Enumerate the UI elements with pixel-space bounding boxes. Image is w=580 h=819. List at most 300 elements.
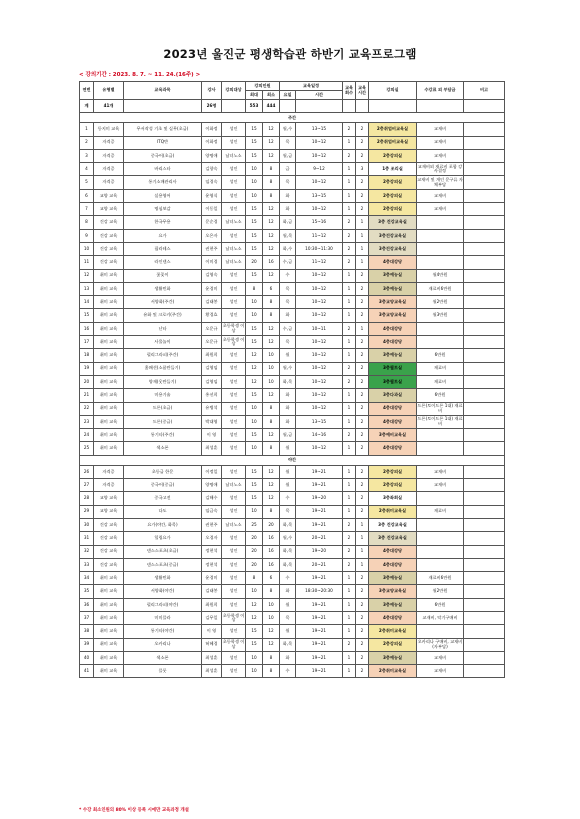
- cell-min: 12: [263, 123, 280, 136]
- cell-target: 성인: [222, 415, 246, 428]
- cell-teacher: 문순경: [202, 216, 222, 229]
- cell-count: 1: [343, 269, 356, 282]
- cell-time: 10~12: [296, 362, 343, 375]
- cell-type: 취미 교육: [94, 296, 124, 309]
- cell-remark: [464, 611, 505, 624]
- cell-type: 건강 교육: [94, 216, 124, 229]
- cell-min: 8: [263, 176, 280, 189]
- cell-min: 8: [263, 505, 280, 518]
- cell-course: 통기타(야간): [124, 625, 202, 638]
- table-row: [80, 349, 505, 362]
- cell-remark: [464, 242, 505, 255]
- cell-no: 34: [80, 572, 94, 585]
- cell-teacher: 이미경: [202, 256, 222, 269]
- cell-no: 32: [80, 545, 94, 558]
- cell-fee: 6만원: [417, 349, 464, 362]
- cell-fee: 드론(토이드론 1대) 재료비: [417, 415, 464, 428]
- cell-count: 1: [343, 349, 356, 362]
- cell-target: 성인: [222, 625, 246, 638]
- cell-course: 요가(야간, 화목): [124, 518, 202, 531]
- cell-teacher: 홍선희: [202, 389, 222, 402]
- cell-min: 8: [263, 309, 280, 322]
- table-row: [80, 269, 505, 282]
- cell-day: 화,목: [280, 558, 296, 571]
- cell-no: 22: [80, 402, 94, 415]
- cell-target: 남녀노소: [222, 216, 246, 229]
- cell-remark: [464, 638, 505, 651]
- cell-max: 8: [246, 572, 263, 585]
- cell-min: 12: [263, 625, 280, 638]
- table-row: [80, 532, 505, 545]
- cell-room: 4층대강당: [369, 402, 417, 415]
- cell-max: 15: [246, 465, 263, 478]
- cell-count: 2: [343, 123, 356, 136]
- cell-type: 교양 교육: [94, 492, 124, 505]
- cell-course: 댄스스포츠(초급): [124, 545, 202, 558]
- table-row: [80, 518, 505, 531]
- cell-max: 10: [246, 189, 263, 202]
- cell-teacher: 최성훈: [202, 442, 222, 455]
- cell-remark: [464, 149, 505, 162]
- cell-max: 12: [246, 375, 263, 388]
- cell-time: 10~11: [296, 322, 343, 335]
- header-enroll: 강의인원: [246, 82, 280, 91]
- cell-no: 11: [80, 256, 94, 269]
- cell-time: 10~12: [296, 136, 343, 149]
- cell-course: 통기타(주간): [124, 429, 202, 442]
- section-label: 주간: [80, 113, 505, 123]
- cell-course: 라인댄스: [124, 256, 202, 269]
- cell-count: 2: [343, 429, 356, 442]
- cell-fee: 드론(토이드론 1대) 재료비: [417, 402, 464, 415]
- header-count: 교육회수: [343, 82, 356, 100]
- cell-room: 3층예능실: [369, 282, 417, 295]
- cell-type: 건강 교육: [94, 518, 124, 531]
- cell-count: 2: [343, 322, 356, 335]
- header-teacher: 강사: [202, 82, 222, 100]
- cell-course: 필라테스: [124, 242, 202, 255]
- cell-fee: 재료비6만원: [417, 282, 464, 295]
- cell-day: 화: [280, 402, 296, 415]
- cell-time: 15~16: [296, 216, 343, 229]
- cell-fee: [417, 442, 464, 455]
- cell-max: 10: [246, 442, 263, 455]
- cell-count: 2: [343, 216, 356, 229]
- cell-target: 성인: [222, 309, 246, 322]
- cell-count: 2: [343, 149, 356, 162]
- cell-type: 취미 교육: [94, 269, 124, 282]
- cell-remark: [464, 492, 505, 505]
- cell-time: 10~12: [296, 402, 343, 415]
- cell-count: 1: [343, 415, 356, 428]
- cell-room: 2층강의실: [369, 465, 417, 478]
- cell-time: 18:30~20:30: [296, 585, 343, 598]
- cell-type: 자격증: [94, 479, 124, 492]
- table-row: [80, 611, 505, 624]
- cell-time: 14~16: [296, 429, 343, 442]
- cell-target: 성인: [222, 465, 246, 478]
- cell-target: 성인: [222, 269, 246, 282]
- cell-type: 취미 교육: [94, 611, 124, 624]
- cell-teacher: 권현주: [202, 242, 222, 255]
- cell-target: 성인: [222, 163, 246, 176]
- table-row: [80, 585, 505, 598]
- table-row: [80, 189, 505, 202]
- cell-fee: 교재비: [417, 189, 464, 202]
- cell-fee: 월2만원: [417, 296, 464, 309]
- cell-count: 1: [343, 479, 356, 492]
- cell-fee: 교재비외 재료비 포함 강사결정: [417, 163, 464, 176]
- cell-day: 수: [280, 572, 296, 585]
- cell-hours: 1: [356, 322, 369, 335]
- cell-target: 성인: [222, 362, 246, 375]
- cell-course: 색소폰: [124, 651, 202, 664]
- totals-min: 444: [263, 100, 280, 113]
- cell-fee: 교재비: [417, 665, 464, 678]
- cell-day: 월,금: [280, 149, 296, 162]
- cell-day: 화: [280, 415, 296, 428]
- cell-no: 23: [80, 415, 94, 428]
- cell-type: 건강 교육: [94, 229, 124, 242]
- cell-day: 화,목: [280, 375, 296, 388]
- table-row: [80, 429, 505, 442]
- cell-max: 15: [246, 389, 263, 402]
- cell-count: 1: [343, 572, 356, 585]
- totals-label: 계: [80, 100, 94, 113]
- cell-type: 취미 교육: [94, 415, 124, 428]
- cell-remark: [464, 429, 505, 442]
- cell-course: 생활민화: [124, 282, 202, 295]
- cell-count: 1: [343, 585, 356, 598]
- totals-types: 41개: [94, 100, 124, 113]
- cell-teacher: 임금숙: [202, 505, 222, 518]
- cell-room: 4층대강당: [369, 322, 417, 335]
- cell-teacher: 오문규: [202, 336, 222, 349]
- cell-hours: 2: [356, 136, 369, 149]
- footnote: * 수강 최소인원의 80% 이상 등록 시에만 교육과정 개설: [79, 808, 189, 813]
- cell-remark: [464, 572, 505, 585]
- cell-teacher: 오경자: [202, 532, 222, 545]
- cell-course: 요가: [124, 229, 202, 242]
- header-time: 시간: [296, 91, 343, 100]
- cell-no: 8: [80, 216, 94, 229]
- cell-remark: [464, 505, 505, 518]
- cell-type: 취미 교육: [94, 309, 124, 322]
- cell-no: 17: [80, 336, 94, 349]
- cell-min: 8: [263, 296, 280, 309]
- cell-min: 20: [263, 518, 280, 531]
- cell-time: 10~12: [296, 309, 343, 322]
- cell-remark: [464, 465, 505, 478]
- cell-course: 힐링요가: [124, 532, 202, 545]
- cell-fee: 교재비: [417, 123, 464, 136]
- cell-day: 화,목: [280, 518, 296, 531]
- cell-no: 15: [80, 309, 94, 322]
- cell-room: 3층퀼트실: [369, 362, 417, 375]
- cell-remark: [464, 518, 505, 531]
- cell-hours: 1: [356, 518, 369, 531]
- cell-type: 취미 교육: [94, 598, 124, 611]
- header-max: 최대: [246, 91, 263, 100]
- cell-min: 8: [263, 163, 280, 176]
- cell-day: 화: [280, 389, 296, 402]
- cell-hours: 1: [356, 216, 369, 229]
- cell-remark: [464, 349, 505, 362]
- cell-remark: [464, 625, 505, 638]
- cell-min: 8: [263, 442, 280, 455]
- cell-room: 3층예능실: [369, 349, 417, 362]
- cell-fee: [417, 216, 464, 229]
- cell-teacher: 최성훈: [202, 651, 222, 664]
- cell-teacher: 이동일: [202, 203, 222, 216]
- section-label: 야간: [80, 455, 505, 465]
- cell-course: 미미플라: [124, 611, 202, 624]
- cell-day: 수: [280, 269, 296, 282]
- cell-min: 8: [263, 189, 280, 202]
- cell-target: 성인: [222, 136, 246, 149]
- table-row: [80, 229, 505, 242]
- cell-room: 4층대강당: [369, 611, 417, 624]
- cell-min: 10: [263, 611, 280, 624]
- cell-type: 취미 교육: [94, 585, 124, 598]
- cell-min: 8: [263, 665, 280, 678]
- cell-teacher: 이화정: [202, 136, 222, 149]
- cell-time: 10~12: [296, 282, 343, 295]
- cell-hours: 1: [356, 242, 369, 255]
- table-row: [80, 309, 505, 322]
- cell-type: 취미 교육: [94, 442, 124, 455]
- cell-teacher: 윤영식: [202, 189, 222, 202]
- cell-course: 중국어(중급): [124, 479, 202, 492]
- cell-teacher: 정현석: [202, 545, 222, 558]
- cell-max: 10: [246, 402, 263, 415]
- table-row: [80, 296, 505, 309]
- cell-count: 2: [343, 532, 356, 545]
- cell-remark: [464, 189, 505, 202]
- cell-teacher: 권현주: [202, 518, 222, 531]
- cell-day: 월,수: [280, 362, 296, 375]
- cell-time: 20~21: [296, 558, 343, 571]
- cell-type: 취미 교육: [94, 322, 124, 335]
- cell-remark: [464, 479, 505, 492]
- cell-teacher: 유병석: [202, 402, 222, 415]
- cell-time: 19~21: [296, 598, 343, 611]
- cell-hours: 2: [356, 598, 369, 611]
- cell-remark: [464, 402, 505, 415]
- cell-hours: 2: [356, 651, 369, 664]
- cell-time: 10~12: [296, 389, 343, 402]
- cell-min: 10: [263, 349, 280, 362]
- cell-target: 성인: [222, 296, 246, 309]
- cell-fee: 교재비: [417, 465, 464, 478]
- cell-target: 성인: [222, 203, 246, 216]
- cell-min: 16: [263, 558, 280, 571]
- cell-target: 초등학생 이상: [222, 322, 246, 335]
- cell-room: 4층대강당: [369, 415, 417, 428]
- cell-time: 19~20: [296, 492, 343, 505]
- cell-remark: [464, 375, 505, 388]
- cell-target: 성인: [222, 651, 246, 664]
- cell-course: ITQ반: [124, 136, 202, 149]
- cell-count: 1: [343, 665, 356, 678]
- cell-max: 15: [246, 336, 263, 349]
- cell-no: 12: [80, 269, 94, 282]
- cell-room: 2층강의실: [369, 189, 417, 202]
- table-row: [80, 479, 505, 492]
- cell-remark: [464, 532, 505, 545]
- cell-target: 성인: [222, 176, 246, 189]
- cell-day: 월: [280, 442, 296, 455]
- cell-fee: 교재비 및 개인 문구류 자체부담: [417, 176, 464, 189]
- cell-max: 15: [246, 269, 263, 282]
- cell-target: 성인: [222, 492, 246, 505]
- cell-fee: 교재비: [417, 203, 464, 216]
- cell-no: 30: [80, 518, 94, 531]
- cell-remark: [464, 203, 505, 216]
- cell-room: 2층강의실: [369, 176, 417, 189]
- header-no: 연번: [80, 82, 94, 100]
- table-row: [80, 625, 505, 638]
- cell-remark: [464, 309, 505, 322]
- cell-target: 성인: [222, 572, 246, 585]
- cell-day: 월: [280, 625, 296, 638]
- cell-day: 월: [280, 349, 296, 362]
- cell-type: 취미 교육: [94, 572, 124, 585]
- cell-max: 15: [246, 149, 263, 162]
- header-target: 강의대상: [222, 82, 246, 100]
- header-hours: 교육시간: [356, 82, 369, 100]
- table-row: [80, 402, 505, 415]
- cell-no: 39: [80, 638, 94, 651]
- cell-remark: [464, 585, 505, 598]
- cell-no: 29: [80, 505, 94, 518]
- table-row: [80, 163, 505, 176]
- cell-day: 목: [280, 505, 296, 518]
- cell-fee: 재료비: [417, 362, 464, 375]
- table-row: [80, 203, 505, 216]
- cell-type: 취미 교육: [94, 349, 124, 362]
- cell-hours: 2: [356, 625, 369, 638]
- cell-target: 남녀노소: [222, 518, 246, 531]
- cell-hours: 2: [356, 123, 369, 136]
- cell-teacher: 오문규: [202, 322, 222, 335]
- cell-fee: 교재비: [417, 149, 464, 162]
- cell-hours: 2: [356, 638, 369, 651]
- cell-fee: 6만원: [417, 598, 464, 611]
- cell-day: 금: [280, 163, 296, 176]
- cell-fee: 교재비, 악기구매비: [417, 611, 464, 624]
- cell-type: 취미 교육: [94, 336, 124, 349]
- cell-max: 15: [246, 123, 263, 136]
- cell-min: 12: [263, 638, 280, 651]
- cell-count: 1: [343, 176, 356, 189]
- table-row: [80, 216, 505, 229]
- cell-course: 서양화(야간): [124, 585, 202, 598]
- cell-type: 취미 교육: [94, 638, 124, 651]
- cell-no: 21: [80, 389, 94, 402]
- cell-no: 18: [80, 349, 94, 362]
- cell-time: 20~21: [296, 532, 343, 545]
- cell-remark: [464, 269, 505, 282]
- cell-min: 12: [263, 149, 280, 162]
- cell-type: 취미 교육: [94, 282, 124, 295]
- cell-count: 2: [343, 638, 356, 651]
- totals-teacher: 26명: [202, 100, 222, 113]
- cell-fee: [417, 625, 464, 638]
- cell-type: 자격증: [94, 136, 124, 149]
- cell-room: 3층 건강교육실: [369, 532, 417, 545]
- cell-remark: [464, 229, 505, 242]
- cell-room: 2층강의실: [369, 203, 417, 216]
- cell-course: 서양화(주간): [124, 296, 202, 309]
- cell-hours: 2: [356, 375, 369, 388]
- cell-room: 3층 건강교육실: [369, 518, 417, 531]
- table-row: [80, 176, 505, 189]
- table-row: [80, 282, 505, 295]
- cell-count: 1: [343, 136, 356, 149]
- cell-count: 1: [343, 611, 356, 624]
- cell-day: 화,목: [280, 545, 296, 558]
- cell-day: 목: [280, 296, 296, 309]
- section-row: [80, 455, 505, 465]
- cell-fee: 재료비: [417, 375, 464, 388]
- cell-teacher: 오은자: [202, 229, 222, 242]
- cell-min: 12: [263, 242, 280, 255]
- cell-min: 16: [263, 532, 280, 545]
- cell-no: 4: [80, 163, 94, 176]
- cell-type: 건강 교육: [94, 242, 124, 255]
- cell-day: 월,수: [280, 532, 296, 545]
- cell-min: 12: [263, 336, 280, 349]
- cell-type: 자격증: [94, 176, 124, 189]
- cell-hours: 2: [356, 176, 369, 189]
- cell-day: 목: [280, 611, 296, 624]
- cell-room: 4층대강당: [369, 558, 417, 571]
- cell-day: 화: [280, 203, 296, 216]
- cell-teacher: 김태봉: [202, 296, 222, 309]
- cell-hours: 1: [356, 532, 369, 545]
- cell-teacher: 윤경미: [202, 572, 222, 585]
- cell-remark: [464, 558, 505, 571]
- cell-max: 10: [246, 505, 263, 518]
- cell-room: 2층강의실: [369, 479, 417, 492]
- cell-hours: 1: [356, 256, 369, 269]
- cell-max: 10: [246, 665, 263, 678]
- cell-course: 드론(중급): [124, 415, 202, 428]
- table-row: [80, 651, 505, 664]
- cell-hours: 2: [356, 572, 369, 585]
- cell-target: 남녀노소: [222, 242, 246, 255]
- cell-no: 3: [80, 149, 94, 162]
- cell-remark: [464, 123, 505, 136]
- schedule-table: [79, 81, 505, 678]
- cell-max: 12: [246, 611, 263, 624]
- cell-min: 8: [263, 651, 280, 664]
- cell-time: 10~12: [296, 203, 343, 216]
- cell-teacher: 김해수: [202, 492, 222, 505]
- table-row: [80, 336, 505, 349]
- cell-count: 2: [343, 229, 356, 242]
- cell-hours: 2: [356, 149, 369, 162]
- cell-max: 20: [246, 545, 263, 558]
- cell-no: 2: [80, 136, 94, 149]
- cell-max: 10: [246, 585, 263, 598]
- cell-time: 13~15: [296, 415, 343, 428]
- cell-max: 15: [246, 322, 263, 335]
- cell-type: 취미 교육: [94, 389, 124, 402]
- cell-max: 15: [246, 429, 263, 442]
- cell-min: 10: [263, 375, 280, 388]
